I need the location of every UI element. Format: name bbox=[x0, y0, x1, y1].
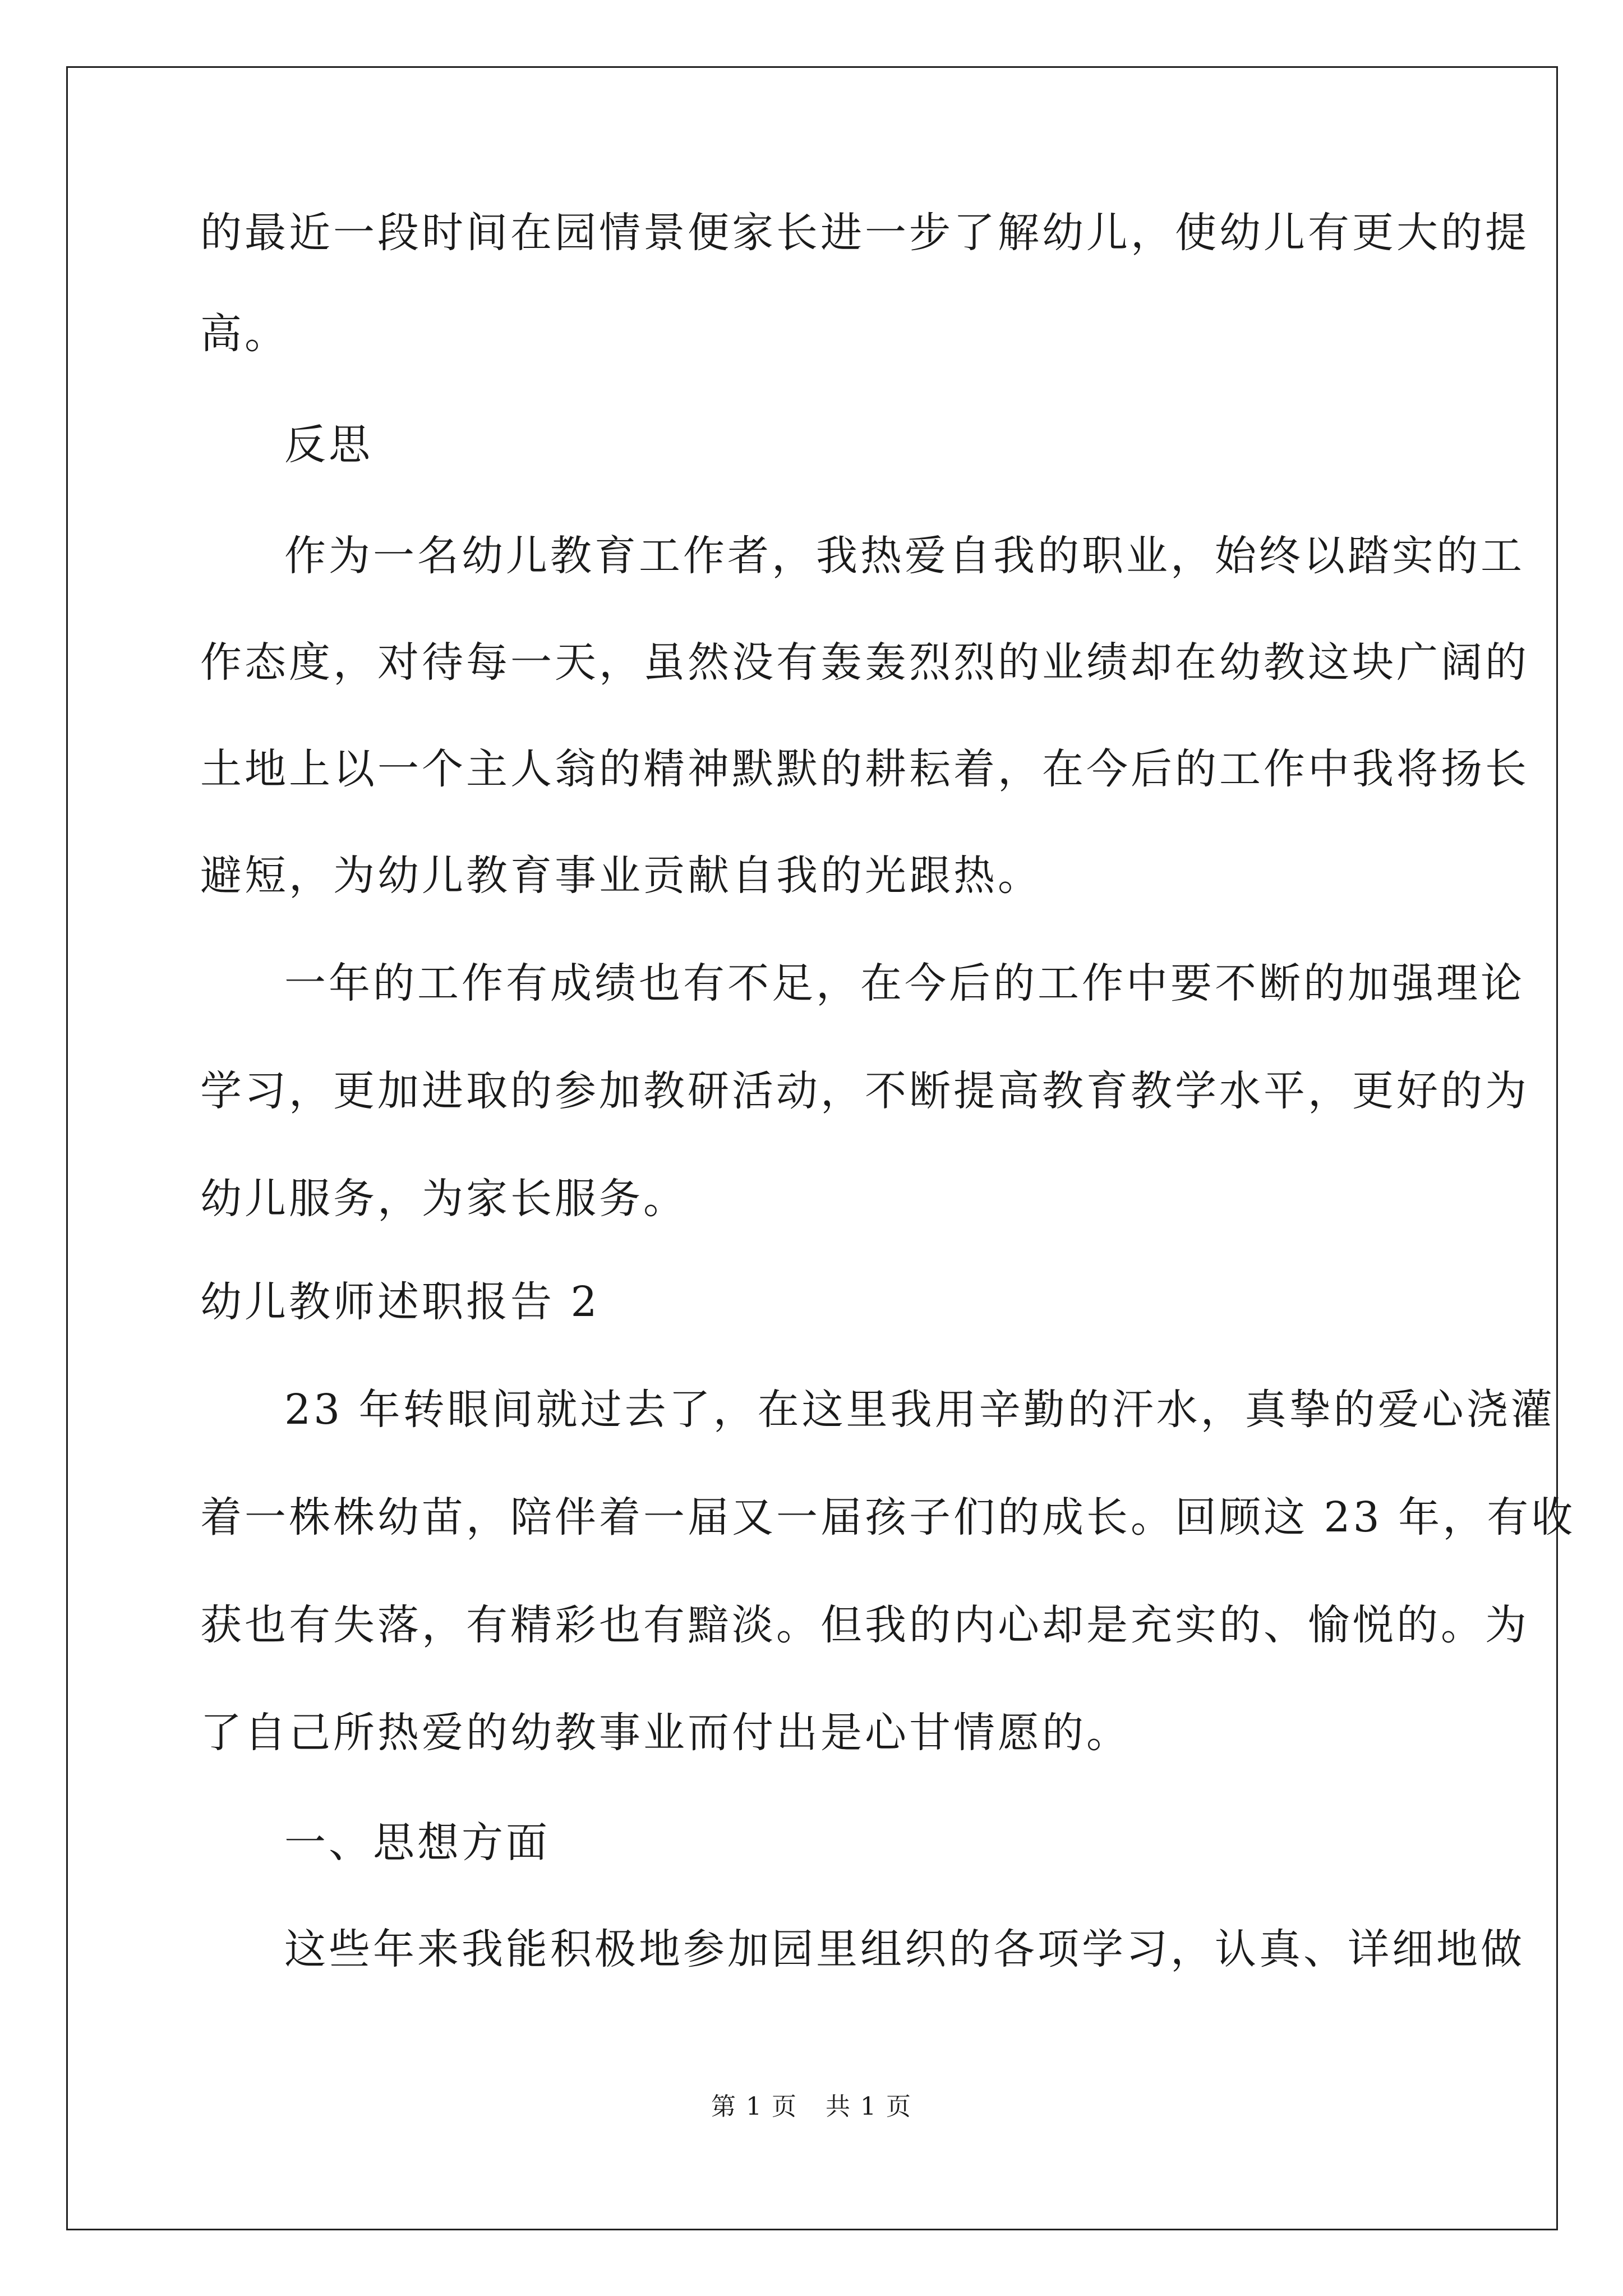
page-number-total: 共 1 页 bbox=[826, 2092, 912, 2121]
text-line: 了自己所热爱的幼教事业而付出是心甘情愿的。 bbox=[200, 1709, 1131, 1757]
text-line: 着一株株幼苗，陪伴着一届又一届孩子们的成长。回顾这 23 年，有收 bbox=[200, 1493, 1576, 1542]
text-line: 一年的工作有成绩也有不足，在今后的工作中要不断的加强理论 bbox=[284, 959, 1525, 1007]
section-heading-reflection: 反思 bbox=[284, 421, 373, 469]
page-number-current: 第 1 页 bbox=[711, 2092, 797, 2121]
page-footer bbox=[0, 2090, 1623, 2124]
text-line: 幼儿服务，为家长服务。 bbox=[200, 1175, 688, 1223]
text-line: 获也有失落，有精彩也有黯淡。但我的内心却是充实的、愉悦的。为 bbox=[200, 1601, 1529, 1649]
section-heading-thought: 一、思想方面 bbox=[284, 1819, 550, 1867]
text-line: 避短，为幼儿教育事业贡献自我的光跟热。 bbox=[200, 852, 1042, 900]
text-line: 这些年来我能积极地参加园里组织的各项学习，认真、详细地做 bbox=[284, 1925, 1525, 1973]
text-line: 的最近一段时间在园情景便家长进一步了解幼儿，使幼儿有更大的提 bbox=[200, 209, 1529, 257]
text-line: 作态度，对待每一天，虽然没有轰轰烈烈的业绩却在幼教这块广阔的 bbox=[200, 638, 1529, 687]
text-line: 高。 bbox=[200, 310, 289, 358]
report-title: 幼儿教师述职报告 2 bbox=[200, 1278, 600, 1326]
text-line: 23 年转眼间就过去了，在这里我用辛勤的汗水，真挚的爱心浇灌 bbox=[284, 1386, 1555, 1434]
text-line: 学习，更加进取的参加教研活动，不断提高教育教学水平，更好的为 bbox=[200, 1067, 1529, 1115]
page-border bbox=[66, 66, 1558, 2230]
text-line: 作为一名幼儿教育工作者，我热爱自我的职业，始终以踏实的工 bbox=[284, 532, 1525, 580]
text-line: 土地上以一个主人翁的精神默默的耕耘着，在今后的工作中我将扬长 bbox=[200, 745, 1529, 793]
